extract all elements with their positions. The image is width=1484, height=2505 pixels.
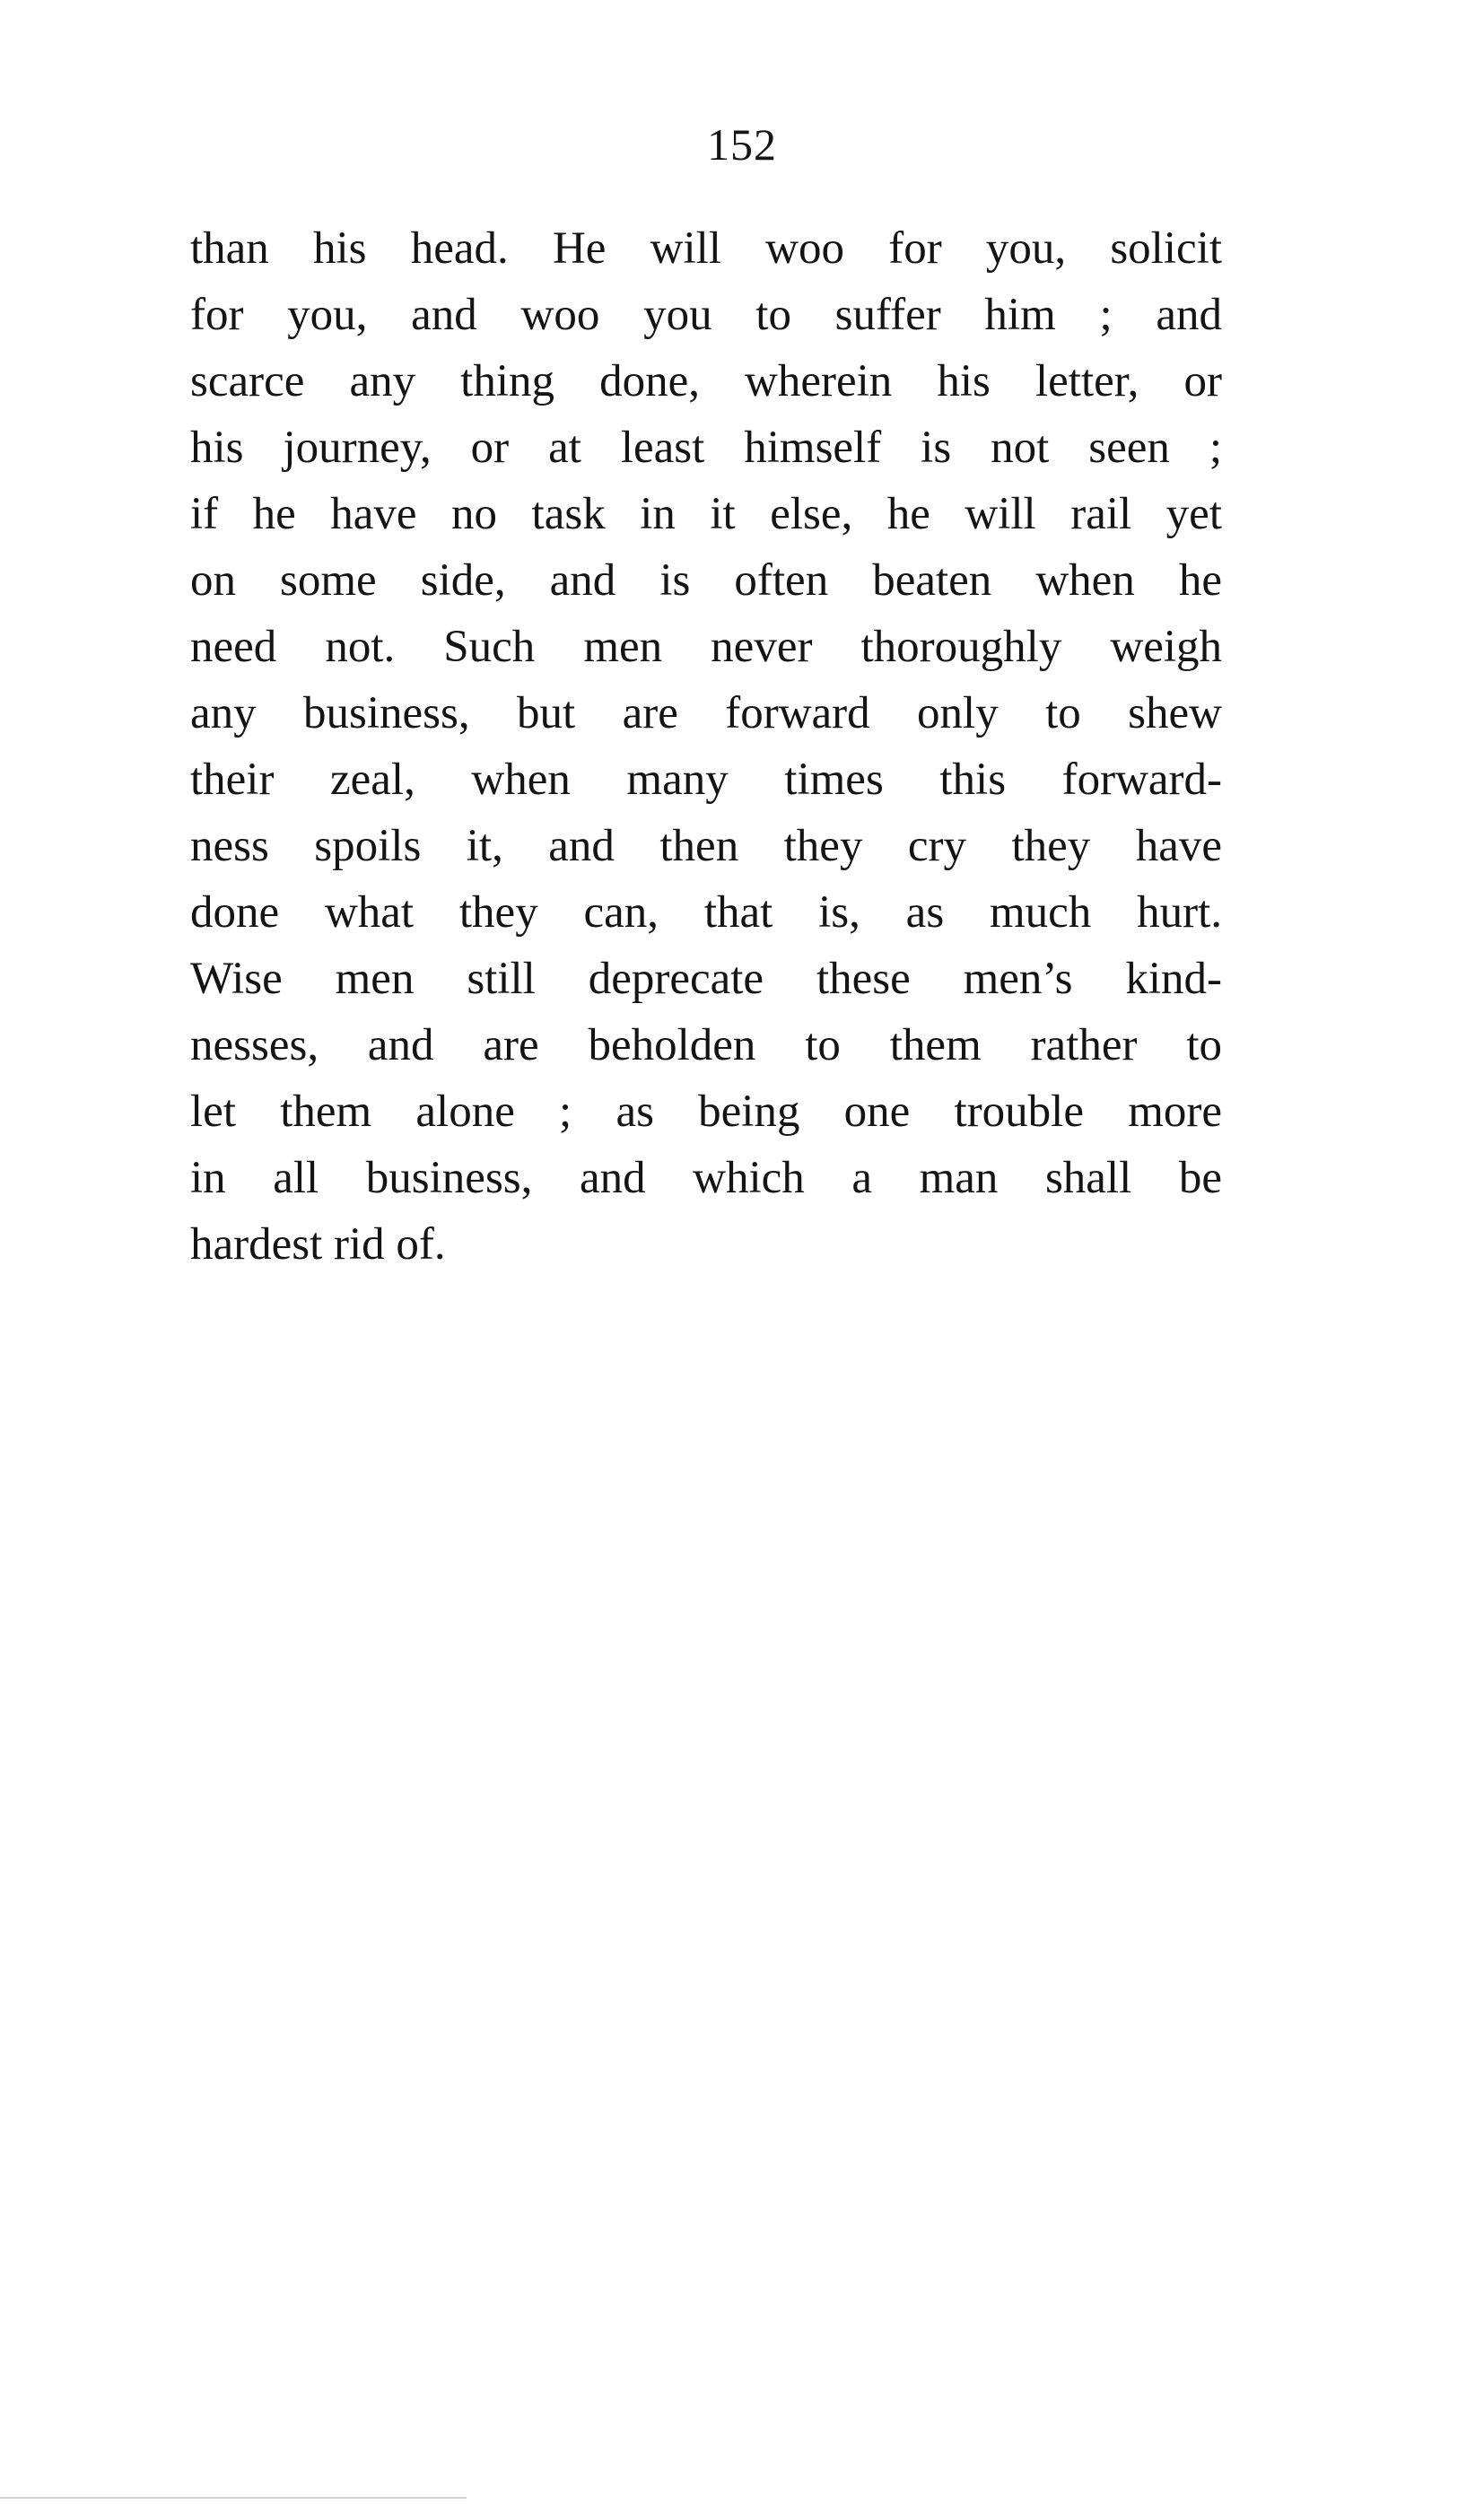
text-line: ness spoils it, and then they cry they have	[190, 821, 1222, 871]
page-number: 152	[707, 119, 777, 170]
text-line: than his head. He will woo for you, solicit	[190, 223, 1222, 274]
text-line: hardest rid of.	[190, 1219, 446, 1270]
text-line: any business, but are forward only to shew	[190, 688, 1222, 738]
text-line: for you, and woo you to suffer him ; and	[190, 290, 1222, 340]
text-line: his journey, or at least himself is not seen ;	[190, 423, 1222, 473]
text-line: Wise men still deprecate these men’s kind-	[190, 954, 1222, 1004]
body-text	[190, 215, 1222, 1278]
scan-edge-divider	[0, 2497, 467, 2499]
text-line: their zeal, when many times this forward-	[190, 755, 1222, 805]
text-line: nesses, and are beholden to them rather to	[190, 1020, 1222, 1070]
text-line: scarce any thing done, wherein his letter, or	[190, 356, 1222, 406]
text-line: in all business, and which a man shall be	[190, 1153, 1222, 1203]
text-line: done what they can, that is, as much hurt.	[190, 887, 1222, 938]
text-line: need not. Such men never thoroughly weigh	[190, 622, 1222, 672]
text-line: let them alone ; as being one trouble more	[190, 1087, 1222, 1137]
text-line: if he have no task in it else, he will rail yet	[190, 489, 1222, 539]
text-line: on some side, and is often beaten when he	[190, 555, 1222, 606]
